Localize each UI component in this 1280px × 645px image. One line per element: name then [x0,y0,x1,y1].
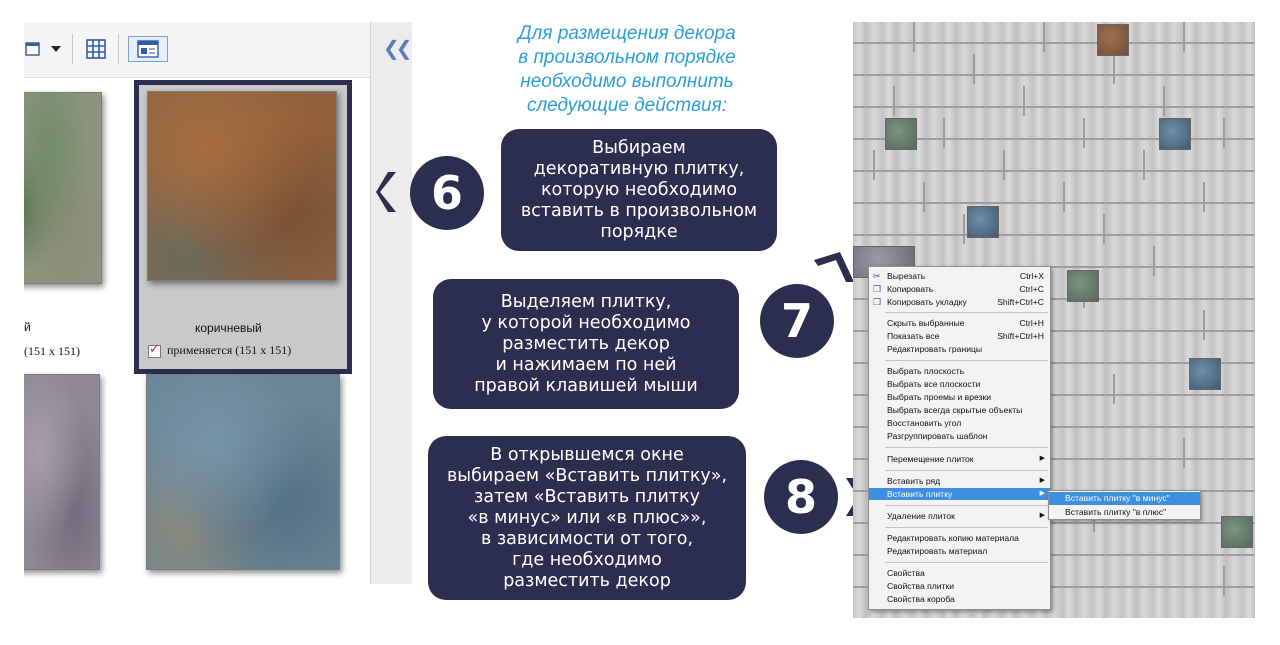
tile-status: применяется (151 x 151) [167,343,292,357]
submenu-item-insert-minus[interactable]: Вставить плитку "в минус" [1049,492,1200,505]
chevron-down-icon[interactable] [48,36,64,62]
menu-item-label: Вырезать [887,271,926,281]
menu-item-select-plane[interactable] [869,365,1050,377]
menu-separator [885,505,1048,506]
copy-layout-icon: ❐ [873,297,882,307]
step-6-line: декоративную плитку, [533,158,745,179]
menu-item-label: Показать все [887,331,940,341]
step-7-number: 7 [760,284,834,358]
copy-icon: ❐ [873,284,882,294]
menu-item-label: Вставить ряд [887,476,941,486]
step-8-line: выбираем «Вставить плитку», [446,465,728,486]
library-toolbar [24,22,412,78]
step-8-number: 8 [764,460,838,534]
menu-item-shortcut: Ctrl+H [1019,318,1044,328]
view-mode-icon[interactable] [24,36,42,62]
decor-tile[interactable] [1067,270,1099,302]
menu-item-shortcut: Ctrl+C [1019,284,1044,294]
step-6-bubble [501,129,777,251]
tile-name-partial: й [24,320,31,334]
menu-separator [885,447,1048,448]
step-7-line: у которой необходимо [481,312,691,333]
submenu-arrow-icon: ▶ [1039,477,1045,484]
menu-item-label: Копировать укладку [887,297,967,307]
menu-separator [885,312,1048,313]
step-8-line: затем «Вставить плитку [474,486,700,507]
step-7-bubble [433,279,739,409]
step-6-line: порядке [600,221,678,242]
selected-tile-card[interactable] [134,80,352,374]
menu-item-edit-borders[interactable] [869,343,1050,355]
menu-item-copy[interactable] [869,283,1050,295]
menu-separator [885,360,1048,361]
menu-item-label: Выбрать плоскость [887,366,965,376]
menu-item-select-openings[interactable] [869,391,1050,403]
step-7-pointer-icon [814,252,854,282]
intro-line: следующие действия: [526,95,728,116]
menu-item-label: Выбрать все плоскости [887,379,981,389]
decor-tile[interactable] [967,206,999,238]
step-8-line: в зависимости от того, [480,528,694,549]
menu-item-label: Свойства плитки [887,581,955,591]
toolbar-divider [72,34,73,64]
submenu-arrow-icon: ▶ [1039,512,1045,519]
menu-item-label: Выбрать всегда скрытые объекты [887,405,1023,415]
menu-separator [885,527,1048,528]
menu-item-edit-material[interactable] [869,545,1050,557]
double-chevron-left-icon[interactable]: ❮❮ [383,36,409,60]
menu-item-cut[interactable] [869,270,1050,282]
step-8-line: В открывшемся окне [490,444,684,465]
submenu-item-insert-plus[interactable]: Вставить плитку "в плюс" [1065,507,1167,517]
decor-tile[interactable] [1097,24,1129,56]
step-7-line: правой клавишей мыши [474,375,698,396]
intro-line: Для размещения декора [518,23,736,44]
menu-separator [885,470,1048,471]
menu-item-insert-tile[interactable] [869,488,1050,500]
step-7-line: разместить декор [502,333,670,354]
menu-item-select-hidden[interactable] [869,404,1050,416]
step-8-line: «в минус» или «в плюс»», [467,507,707,528]
tile-thumbnail-brown[interactable] [147,91,337,281]
menu-item-label: Свойства короба [887,594,955,604]
decor-tile[interactable] [1221,516,1253,548]
list-view-icon[interactable] [128,36,168,62]
menu-item-copy-layout[interactable] [869,296,1050,308]
menu-item-move-tiles[interactable] [869,453,1050,465]
tile-thumbnail-grey[interactable] [24,374,100,570]
decor-tile[interactable] [1159,118,1191,150]
menu-item-properties[interactable] [869,567,1050,579]
menu-separator [885,562,1048,563]
menu-item-insert-row[interactable] [869,475,1050,487]
menu-item-shortcut: Ctrl+X [1019,271,1044,281]
step-8-bubble [428,436,746,600]
menu-item-label: Перемещение плиток [887,454,974,464]
intro-line: необходимо выполнить [520,71,734,92]
submenu-arrow-icon: ▶ [1039,455,1045,462]
decor-tile[interactable] [885,118,917,150]
step-6-pointer-icon [376,172,398,212]
applied-checkbox[interactable] [148,345,161,358]
menu-item-shortcut: Shift+Ctrl+H [997,331,1044,341]
menu-item-label: Скрыть выбранные [887,318,965,328]
insert-tile-submenu [1048,490,1201,520]
menu-item-show-all[interactable] [869,330,1050,342]
menu-item-shortcut: Shift+Ctrl+C [997,297,1044,307]
step-6-line: Выбираем [592,137,686,158]
scissors-icon: ✂ [873,271,881,281]
tile-library-panel [24,22,412,584]
step-8-line: разместить декор [503,570,671,591]
library-side-strip [370,22,412,584]
step-7-line: Выделяем плитку, [500,291,672,312]
tile-size-partial: (151 x 151) [24,344,80,358]
step-8-line: где необходимо [512,549,662,570]
menu-item-label: Редактировать границы [887,344,983,354]
menu-item-ungroup-template[interactable] [869,430,1050,442]
menu-item-edit-material-copy[interactable] [869,532,1050,544]
submenu-arrow-icon: ▶ [1039,490,1045,497]
menu-item-label: Восстановить угол [887,418,962,428]
context-menu [868,266,1051,610]
tile-thumbnail-blue[interactable] [146,374,340,570]
grid-view-icon[interactable] [82,36,110,62]
menu-item-select-all-planes[interactable] [869,378,1050,390]
menu-item-label: Выбрать проемы и врезки [887,392,992,402]
step-7-line: и нажимаем по ней [495,354,677,375]
step-6-line: вставить в произвольном [520,200,758,221]
menu-item-label: Редактировать материал [887,546,988,556]
tile-name: коричневый [195,321,262,335]
menu-item-label: Копировать [887,284,934,294]
intro-text [462,22,792,118]
menu-item-label: Редактировать копию материала [887,533,1019,543]
intro-line: в произвольном порядке [518,47,736,68]
tile-thumbnail-green[interactable] [24,92,102,284]
menu-item-hide-selected[interactable] [869,317,1050,329]
menu-item-restore-corner[interactable] [869,417,1050,429]
step-6-line: которую необходимо [540,179,738,200]
menu-item-label: Свойства [887,568,925,578]
step-6-number: 6 [410,156,484,230]
decor-tile[interactable] [1189,358,1221,390]
menu-item-label: Удаление плиток [887,511,955,521]
menu-item-tile-properties[interactable] [869,580,1050,592]
menu-item-label: Вставить плитку [887,489,953,499]
menu-item-delete-tiles[interactable] [869,510,1050,522]
menu-item-label: Разгруппировать шаблон [887,431,988,441]
toolbar-divider [118,34,119,64]
menu-item-box-properties[interactable] [869,593,1050,605]
